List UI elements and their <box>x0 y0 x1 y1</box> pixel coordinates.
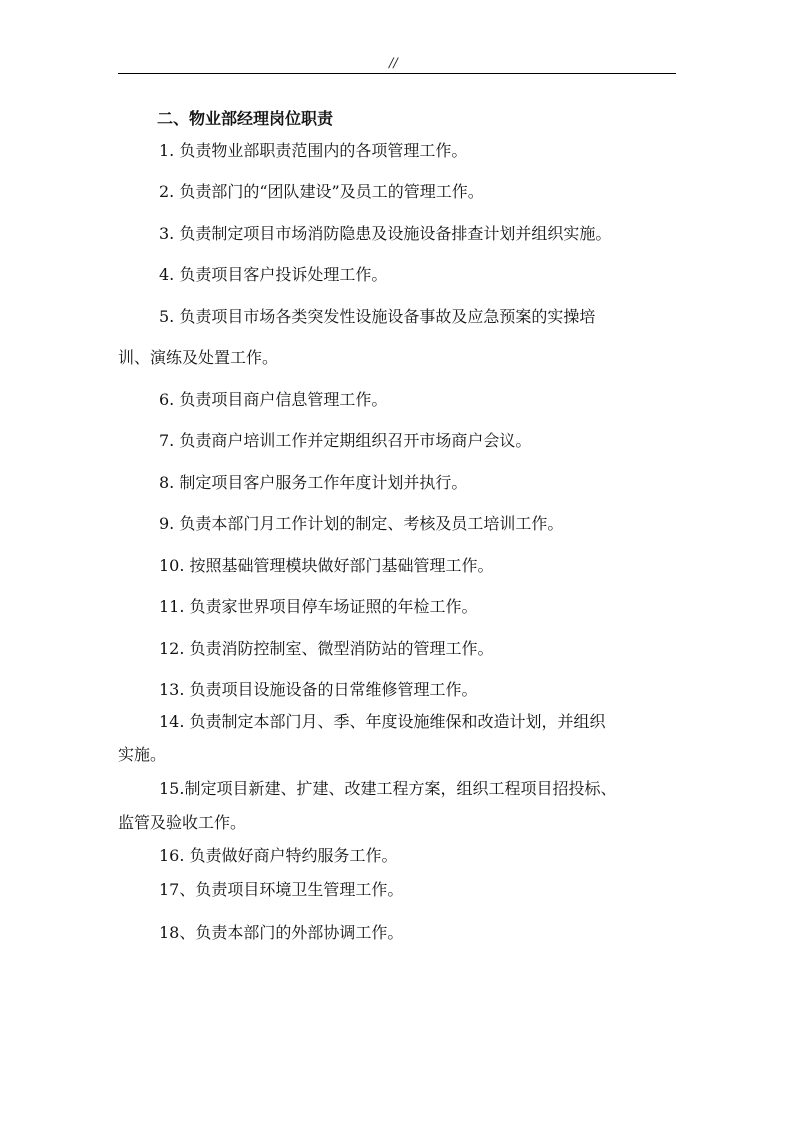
list-item: 11. 负责家世界项目停车场证照的年检工作。 <box>159 597 478 616</box>
list-item: 5. 负责项目市场各类突发性设施设备事故及应急预案的实操培 <box>159 307 596 326</box>
list-item: 6. 负责项目商户信息管理工作。 <box>159 390 388 409</box>
list-item: 18、负责本部门的外部协调工作。 <box>159 923 404 942</box>
list-item-continuation: 训、演练及处置工作。 <box>118 348 279 367</box>
header-divider <box>118 73 676 74</box>
list-item: 17、负责项目环境卫生管理工作。 <box>159 880 404 899</box>
list-item-continuation: 监管及验收工作。 <box>118 813 247 832</box>
list-item: 10. 按照基础管理模块做好部门基础管理工作。 <box>159 556 494 575</box>
section-title: 二、物业部经理岗位职责 <box>157 109 334 128</box>
list-item: 9. 负责本部门月工作计划的制定、考核及员工培训工作。 <box>159 514 564 533</box>
list-item: 15.制定项目新建、扩建、改建工程方案，组织工程项目招投标、 <box>159 779 617 798</box>
list-item: 4. 负责项目客户投诉处理工作。 <box>159 265 388 284</box>
list-item: 7. 负责商户培训工作并定期组织召开市场商户会议。 <box>159 431 532 450</box>
list-item: 2. 负责部门的“团队建设”及员工的管理工作。 <box>159 182 484 201</box>
list-item: 1. 负责物业部职责范围内的各项管理工作。 <box>159 141 468 160</box>
list-item: 3. 负责制定项目市场消防隐患及设施设备排查计划并组织实施。 <box>159 224 612 243</box>
list-item: 14. 负责制定本部门月、季、年度设施维保和改造计划，并组织 <box>159 712 606 731</box>
list-item-continuation: 实施。 <box>118 745 167 764</box>
list-item: 8. 制定项目客户服务工作年度计划并执行。 <box>159 473 468 492</box>
list-item: 12. 负责消防控制室、微型消防站的管理工作。 <box>159 639 494 658</box>
header-mark: // <box>389 56 398 71</box>
list-item: 16. 负责做好商户特约服务工作。 <box>159 846 398 865</box>
list-item: 13. 负责项目设施设备的日常维修管理工作。 <box>159 680 478 699</box>
